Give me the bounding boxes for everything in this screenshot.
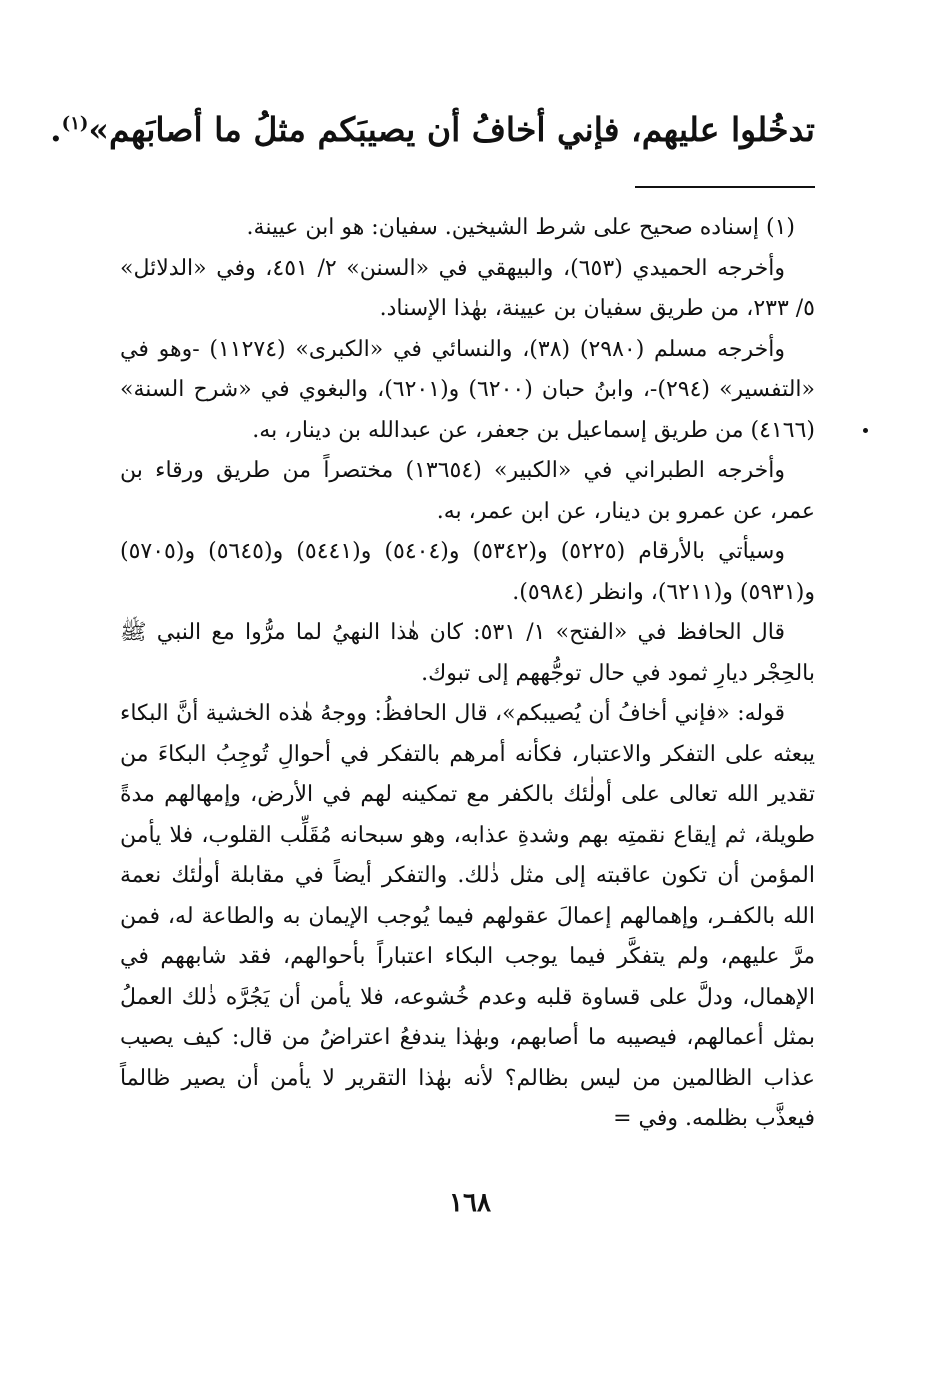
footnotes-block xyxy=(120,208,815,1140)
margin-mark xyxy=(863,428,868,433)
main-text-end: . xyxy=(50,110,62,149)
footnote-divider xyxy=(635,186,815,188)
footnote-paragraph: قال الحافظ في «الفتح» ١/ ٥٣١: كان هٰذا النهيُ لما مرُّوا مع النبي ﷺ بالحِجْر ديارِ ثمود في حال توجُّههم إلى تبوك. xyxy=(120,620,815,686)
footnote-paragraph: قوله: «فإني أخافُ أن يُصيبكم»، قال الحافظُ: ووجهُ هٰذه الخشية أنَّ البكاء يبعثه على التفكر والاعتبار، فكأنه أمرهم بالتفكر في أحوالِ تُوجِبُ البكاءَ من تقدير الله تعالى على أولٰئك بالكفر مع تمكينه لهم في الأرض، وإمهالهم مدةً طويلة، ثم إيقاع نقمتِه بهم وشدةِ عذابه، وهو سبحانه مُقَلِّب القلوب، فلا يأمن المؤمن أن تكون عاقبته إلى مثل ذٰلك. والتفكر أيضاً في مقابلة أولٰئك نعمة الله بالكفـر، وإهمالهم إعمالَ عقولهم فيما يُوجب الإيمان به والطاعة له، فمن مرَّ عليهم، ولم يتفكَّر فيما يوجب البكاء اعتباراً بأحوالهم، فقد شابههم في الإهمال، ودلَّ على قساوة قلبه وعدم خُشوعه، فلا يأمن أن يَجُرَّه ذٰلك العملُ بمثل أعمالهم، فيصيبه ما أصابهم، وبهٰذا يندفعُ اعتراضُ من قال: كيف يصيب عذاب الظالمين من ليس بظالم؟ لأنه بهٰذا التقرير لا يأمن أن يصير ظالماً فيعذَّب بظلمه. وفي = xyxy=(120,701,815,1131)
main-text: تدخُلوا عليهم، فإني أخافُ أن يصيبَكم مثلُ ما أصابَهم» xyxy=(88,110,815,149)
footnote-paragraph: وأخرجه الطبراني في «الكبير» (١٣٦٥٤) مختصراً من طريق ورقاء بن عمر، عن عمرو بن دينار، عن ابن عمر، به. xyxy=(120,458,815,524)
footnote-paragraph: وأخرجه الحميدي (٦٥٣)، والبيهقي في «السنن» ٢/ ٤٥١، وفي «الدلائل» ٥/ ٢٣٣، من طريق سفيان بن عيينة، بهٰذا الإسناد. xyxy=(120,255,815,321)
footnote-paragraph: وسيأتي بالأرقام (٥٢٢٥) و(٥٣٤٢) و(٥٤٠٤) و(٥٤٤١) و(٥٦٤٥) و(٥٧٠٥) و(٥٩٣١) و(٦٢١١)، وانظر (٥٩٨٤). xyxy=(120,539,815,605)
footnote-marker: (١) xyxy=(61,113,89,134)
main-text-line xyxy=(50,100,815,160)
footnote-paragraph: (١) إسناده صحيح على شرط الشيخين. سفيان: هو ابن عيينة. xyxy=(246,215,795,240)
page-number: ١٦٨ xyxy=(449,1188,491,1218)
footnote-paragraph: وأخرجه مسلم (٢٩٨٠) (٣٨)، والنسائي في «الكبرى» (١١٢٧٤) -وهو في «التفسير» (٢٩٤)-، وابنُ حبان (٦٢٠٠) و(٦٢٠١)، والبغوي في «شرح السنة» (٤١٦٦) من طريق إسماعيل بن جعفر، عن عبدالله بن دينار، به. xyxy=(120,336,815,443)
